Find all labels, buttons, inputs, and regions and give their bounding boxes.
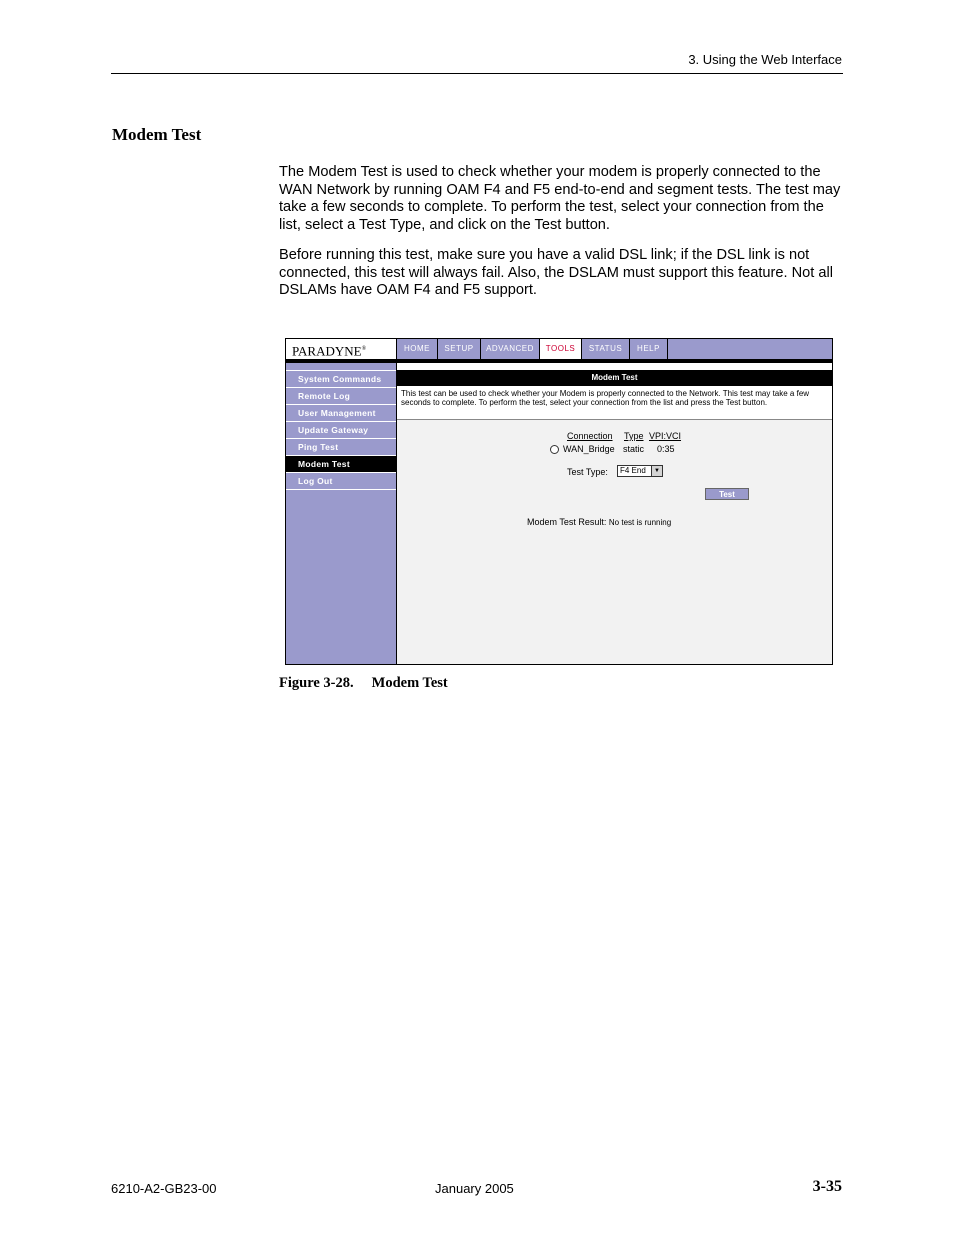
connection-radio[interactable] — [550, 445, 559, 454]
test-type-select[interactable] — [617, 465, 663, 477]
doc-date: January 2005 — [435, 1181, 514, 1196]
nav-tabs — [397, 339, 668, 359]
sidebar-item-user-management[interactable]: User Management — [286, 405, 396, 422]
intro-paragraph: The Modem Test is used to check whether your modem is properly connected to the WAN Network by running OAM F4 and F5 end-to-end and segment tests. The test may take a few seconds to complete. To perform the test, select your connection from the list, select a Test Type, and click on the Test button. — [279, 164, 841, 233]
panel-title: Modem Test — [397, 370, 832, 386]
sidebar-spacer — [286, 363, 396, 371]
content-panel — [397, 370, 832, 664]
result-label: Modem Test Result: — [527, 517, 607, 527]
result-line — [527, 517, 671, 527]
tab-tools[interactable]: TOOLS — [540, 339, 582, 359]
tab-status[interactable]: STATUS — [582, 339, 630, 359]
sidebar-item-modem-test[interactable]: Modem Test — [286, 456, 396, 473]
row-vpivci: 0:35 — [657, 444, 675, 454]
section-title: Modem Test — [112, 125, 202, 144]
figure-caption — [279, 675, 448, 692]
paradyne-logo: PARADYNE® — [286, 339, 397, 359]
column-type: Type — [624, 431, 644, 441]
sidebar — [286, 363, 397, 665]
tab-home[interactable]: HOME — [397, 339, 438, 359]
sidebar-item-update-gateway[interactable]: Update Gateway — [286, 422, 396, 439]
sidebar-item-log-out[interactable]: Log Out — [286, 473, 396, 490]
top-bar — [286, 339, 832, 359]
row-type: static — [623, 444, 645, 454]
requirements-paragraph: Before running this test, make sure you have a valid DSL link; if the DSL link is not connected, this test will always fail. Also, the DSLAM must support this feature. Not all DSLAMs have OAM F4 and F5 support. — [279, 247, 833, 299]
test-type-label: Test Type: — [567, 467, 608, 477]
top-divider-white — [397, 363, 832, 370]
tab-setup[interactable]: SETUP — [438, 339, 481, 359]
running-header: 3. Using the Web Interface — [688, 52, 842, 67]
chevron-down-icon: ▼ — [651, 466, 662, 476]
figure-title: Modem Test — [371, 675, 448, 691]
modem-test-screenshot — [285, 338, 833, 665]
sidebar-item-system-commands[interactable]: System Commands — [286, 371, 396, 388]
sidebar-item-ping-test[interactable]: Ping Test — [286, 439, 396, 456]
row-connection: WAN_Bridge — [563, 444, 615, 454]
tab-help[interactable]: HELP — [630, 339, 668, 359]
doc-id: 6210-A2-GB23-00 — [111, 1181, 217, 1196]
tab-advanced[interactable]: ADVANCED — [481, 339, 540, 359]
column-connection: Connection — [567, 431, 613, 441]
test-button[interactable]: Test — [705, 488, 749, 500]
header-rule — [111, 73, 843, 74]
figure-number: Figure 3-28. — [279, 675, 354, 691]
sidebar-item-remote-log[interactable]: Remote Log — [286, 388, 396, 405]
test-type-value: F4 End — [620, 466, 646, 475]
tabs-filler — [668, 339, 832, 359]
column-vpivci: VPI:VCI — [649, 431, 682, 441]
panel-description: This test can be used to check whether your Modem is properly connected to the Network. This test may take a few seconds to complete. To perform the test, select your connection from the list and press the Test button. — [397, 386, 832, 420]
result-value: No test is running — [608, 518, 672, 527]
page-number: 3-35 — [812, 1178, 842, 1195]
